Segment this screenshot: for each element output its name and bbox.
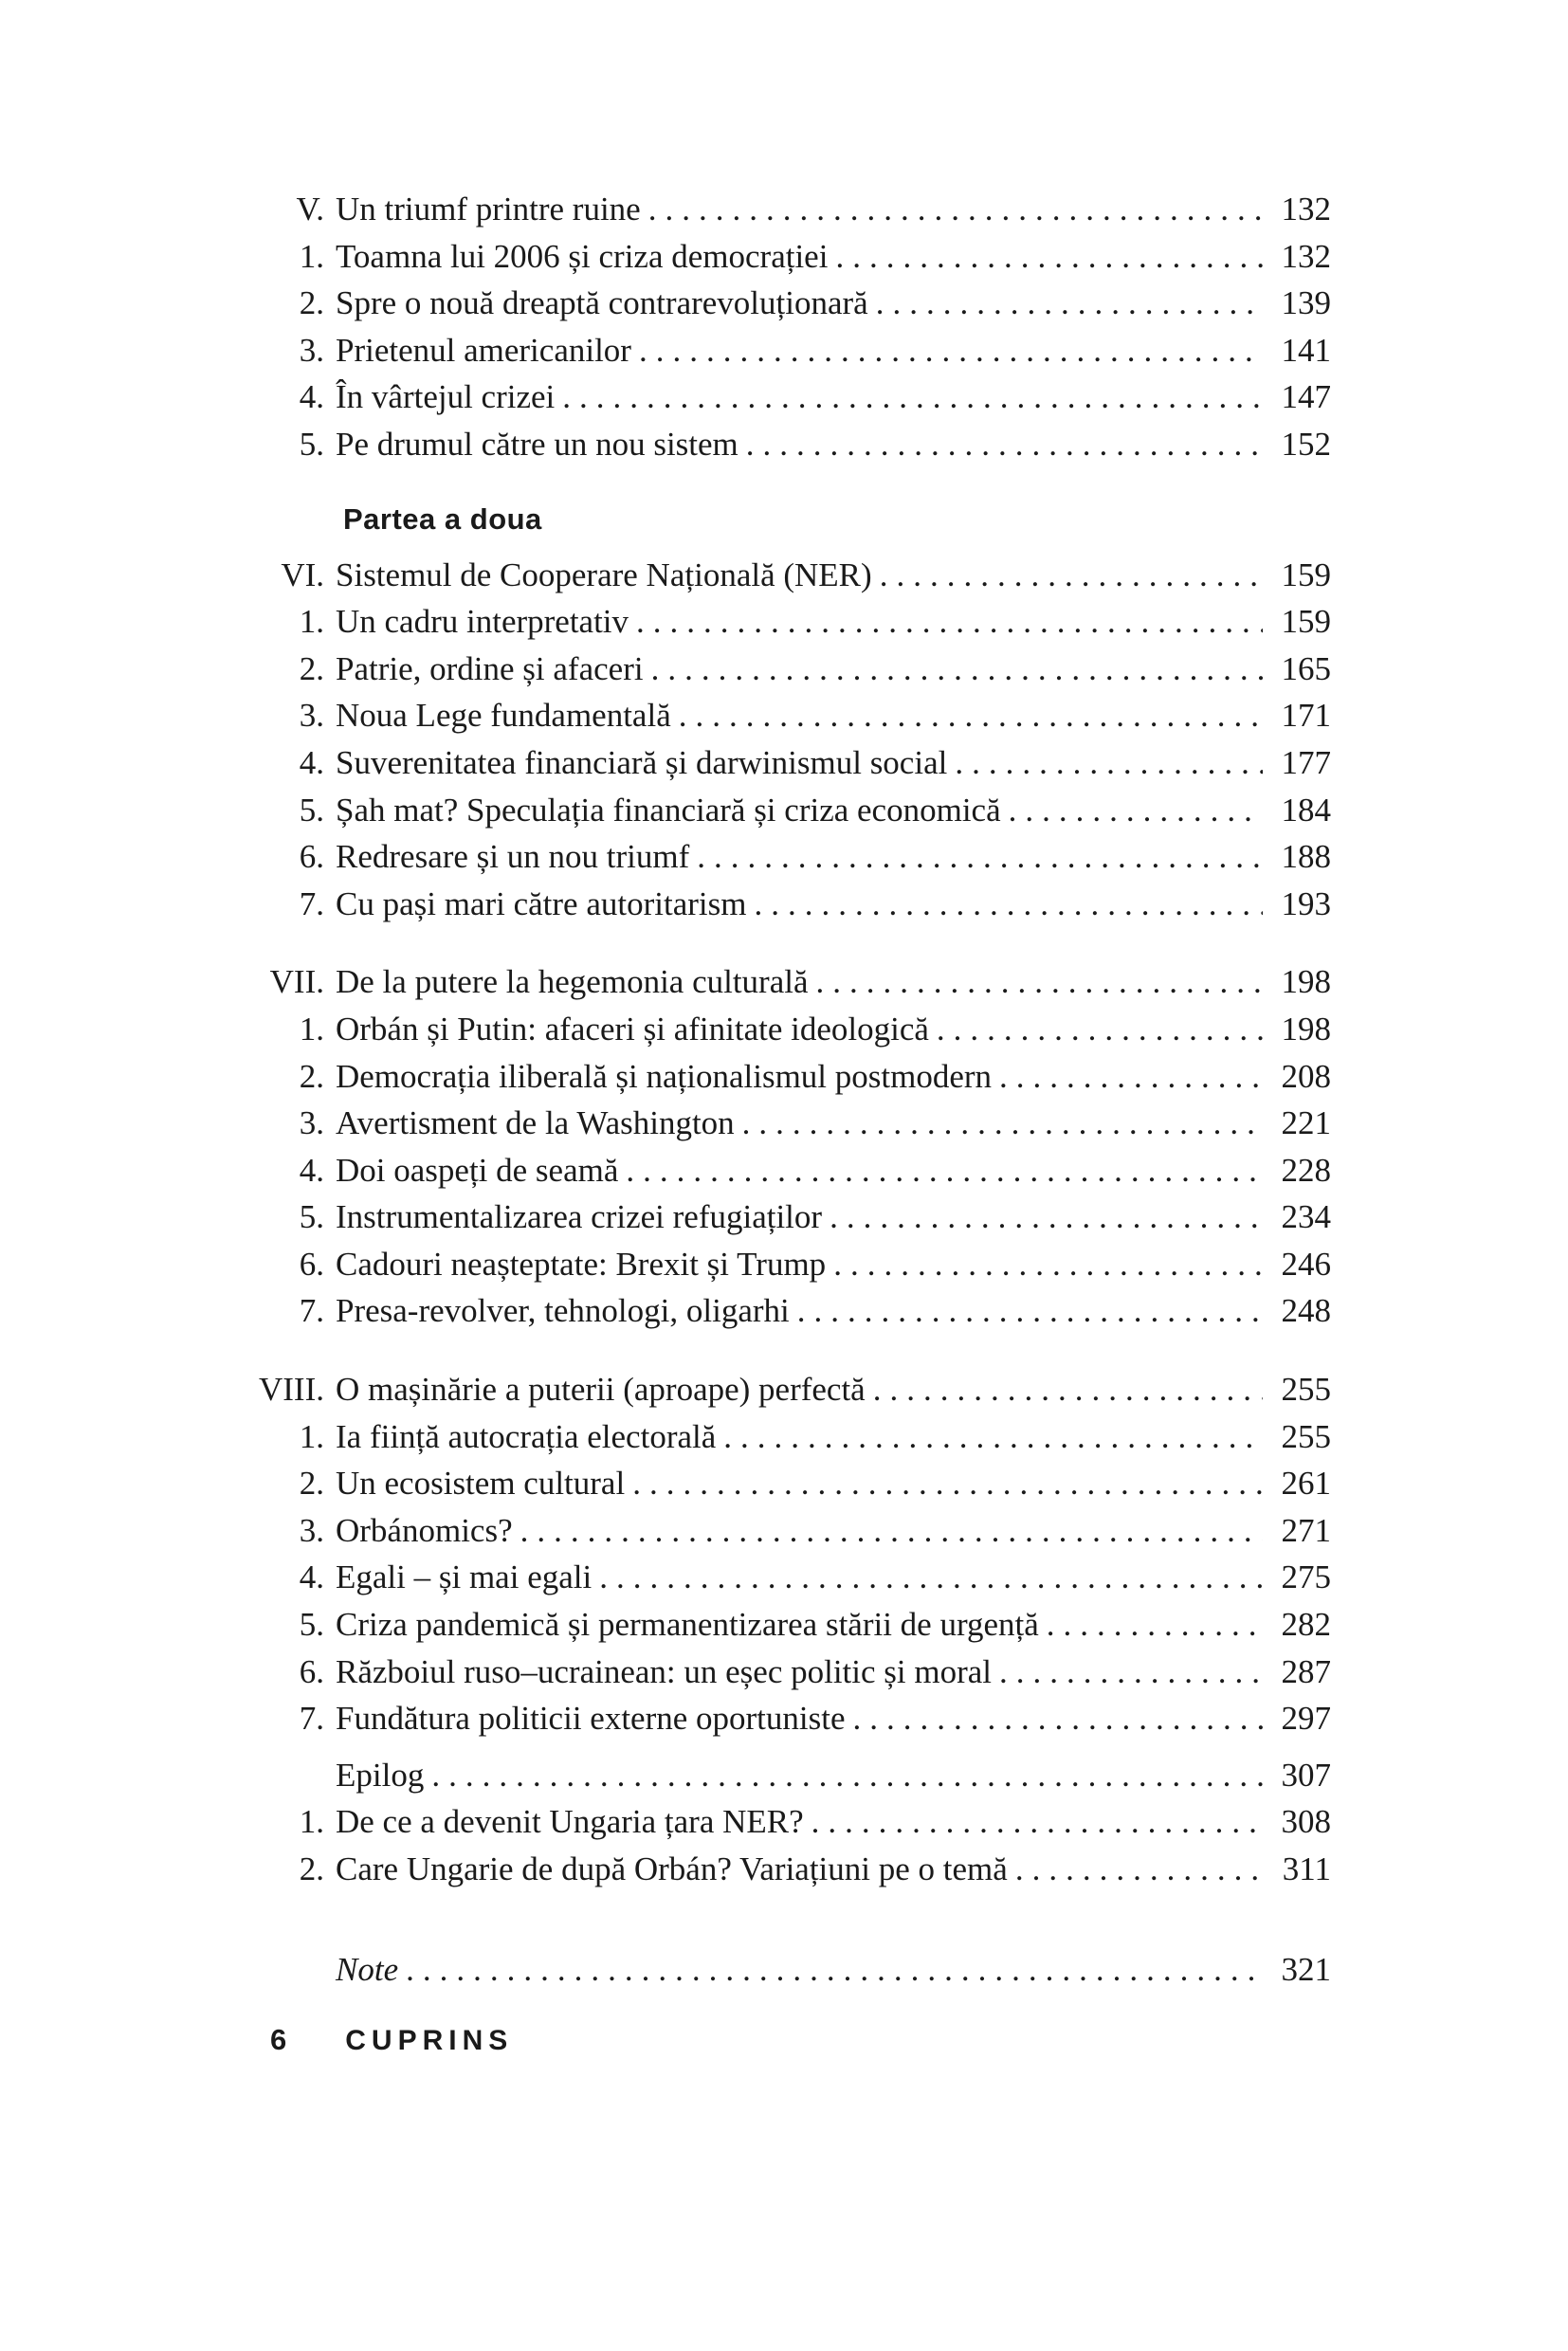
toc-entry-number: 3. [299,697,324,735]
toc-entry-number: 1. [299,1803,324,1841]
toc-entry-title: Un ecosistem cultural [336,1465,626,1503]
toc-entry-page: 248 [1281,1292,1331,1330]
toc-entry [218,421,1331,468]
toc-entry-page: 147 [1281,378,1331,416]
toc-entry-title: Instrumentalizarea crizei refugiaților [336,1198,823,1236]
toc-entry-page: 221 [1281,1104,1331,1142]
toc-group [218,1366,1331,1742]
toc-entry-number: 7. [299,1700,324,1738]
toc [218,186,1331,1993]
toc-entry-page: 188 [1281,838,1331,876]
toc-leader-dots [651,646,1263,693]
toc-entry-title: Orbán și Putin: afaceri și afinitate ideologică [336,1010,929,1048]
toc-entry-page: 152 [1281,425,1331,463]
toc-entry-page: 287 [1281,1652,1331,1690]
toc-entry-title: Noua Lege fundamentală [336,697,671,735]
toc-entry-number: 6. [299,1652,324,1690]
toc-leader-dots [873,1366,1263,1413]
toc-entry [218,1460,1331,1507]
toc-entry-number: V. [296,191,324,228]
toc-entry-number: 4. [299,378,324,416]
toc-leader-dots [746,421,1263,468]
toc-entry [218,598,1331,646]
toc-group [218,1946,1331,1994]
toc-entry [218,552,1331,599]
toc-group [218,958,1331,1335]
toc-entry-page: 184 [1281,791,1331,829]
toc-entry-page: 308 [1281,1803,1331,1841]
toc-entry-page: 297 [1281,1700,1331,1738]
toc-entry [218,1366,1331,1413]
toc-entry [218,833,1331,881]
toc-entry-number: 3. [299,1511,324,1549]
toc-entry [218,692,1331,739]
toc-entry [218,1053,1331,1101]
toc-entry-number: 2. [299,284,324,322]
toc-entry-title: Care Ungarie de după Orbán? Variațiuni pe o temă [336,1850,1008,1887]
toc-entry-number: VIII. [259,1371,324,1409]
toc-entry-title: Orbánomics? [336,1511,513,1549]
toc-entry-page: 282 [1281,1606,1331,1644]
toc-leader-dots [797,1287,1263,1335]
toc-leader-dots [955,739,1263,787]
toc-entry-title: Egali – și mai egali [336,1558,593,1596]
toc-entry-number: 2. [299,1850,324,1887]
toc-entry [218,186,1331,233]
toc-entry-number: 4. [299,1558,324,1596]
toc-entry [218,1147,1331,1194]
toc-entry-number: 4. [299,743,324,781]
toc-entry-number: 3. [299,331,324,369]
toc-entry-page: 208 [1281,1057,1331,1095]
toc-entry-number: VII. [269,963,324,1001]
toc-entry [218,1846,1331,1893]
toc-entry-title: Doi oaspeți de seamă [336,1151,619,1189]
toc-leader-dots [833,1241,1263,1288]
toc-leader-dots [999,1053,1263,1101]
toc-entry [218,1798,1331,1846]
toc-entry-number: VI. [281,556,324,593]
toc-entry-number: 3. [299,1104,324,1142]
toc-leader-dots [876,280,1263,327]
toc-leader-dots [1009,787,1263,834]
toc-leader-dots [816,958,1263,1006]
toc-entry [218,374,1331,421]
toc-leader-dots [697,833,1263,881]
toc-leader-dots [830,1194,1263,1241]
toc-entry-number: 7. [299,884,324,922]
toc-entry-page: 246 [1281,1245,1331,1283]
toc-entry [218,1946,1331,1994]
footer-running-title: CUPRINS [345,2025,514,2056]
toc-entry-title: Cu pași mari către autoritarism [336,884,747,922]
toc-entry [218,1241,1331,1288]
toc-entry-number: 2. [299,649,324,687]
toc-entry-number: 1. [299,1010,324,1048]
toc-entry-page: 141 [1281,331,1331,369]
toc-leader-dots [1015,1846,1263,1893]
toc-entry-title: Războiul ruso–ucrainean: un eșec politic și moral [336,1652,993,1690]
toc-entry-page: 307 [1281,1756,1331,1794]
toc-leader-dots [853,1695,1263,1742]
toc-entry [218,1006,1331,1053]
toc-entry-page: 165 [1281,649,1331,687]
toc-entry [218,1752,1331,1799]
toc-leader-dots [811,1798,1263,1846]
toc-leader-dots [835,233,1263,281]
toc-leader-dots [636,598,1263,646]
toc-entry-title: În vârtejul crizei [336,378,556,416]
toc-entry-page: 234 [1281,1198,1331,1236]
toc-entry-page: 255 [1281,1417,1331,1455]
toc-entry-title: Un cadru interpretativ [336,603,629,641]
toc-entry [218,1413,1331,1461]
toc-entry-title: De la putere la hegemonia culturală [336,963,809,1001]
toc-leader-dots [562,374,1263,421]
footer-page-number: 6 [270,2023,287,2056]
toc-entry-number: 7. [299,1292,324,1330]
toc-entry-title: Pe drumul către un nou sistem [336,425,738,463]
toc-entry-number: 6. [299,1245,324,1283]
toc-leader-dots [723,1413,1263,1461]
toc-entry-number: 5. [299,1198,324,1236]
toc-entry-title: Avertisment de la Washington [336,1104,735,1142]
toc-entry-page: 139 [1281,284,1331,322]
toc-entry-title: Ia ființă autocrația electorală [336,1417,717,1455]
toc-leader-dots [999,1649,1263,1696]
toc-entry-page: 321 [1281,1950,1331,1988]
toc-leader-dots [754,881,1263,928]
toc-entry-title: Note [336,1950,399,1988]
toc-entry [218,1554,1331,1601]
toc-entry [218,1601,1331,1649]
toc-entry-title: De ce a devenit Ungaria țara NER? [336,1803,804,1841]
toc-entry [218,1194,1331,1241]
toc-entry-page: 132 [1281,191,1331,228]
toc-entry [218,280,1331,327]
toc-group [218,552,1331,928]
toc-entry-number: 1. [299,237,324,275]
toc-entry-title: Criza pandemică și permanentizarea stării de urgență [336,1606,1039,1644]
toc-entry [218,1507,1331,1555]
toc-entry-number: 1. [299,1417,324,1455]
toc-entry-title: Suverenitatea financiară și darwinismul social [336,743,948,781]
toc-entry-number: 5. [299,791,324,829]
toc-leader-dots [937,1006,1263,1053]
toc-group [218,1752,1331,1893]
toc-leader-dots [1047,1601,1263,1649]
toc-entry [218,1100,1331,1147]
toc-leader-dots [639,327,1263,374]
toc-entry-page: 193 [1281,884,1331,922]
toc-leader-dots [632,1460,1263,1507]
toc-entry-page: 228 [1281,1151,1331,1189]
toc-entry-number: 1. [299,603,324,641]
toc-entry [218,1287,1331,1335]
toc-entry [218,327,1331,374]
toc-entry [218,646,1331,693]
toc-leader-dots [406,1946,1263,1994]
toc-entry-number: 5. [299,425,324,463]
toc-entry-page: 177 [1281,743,1331,781]
toc-entry-page: 255 [1281,1371,1331,1409]
toc-leader-dots [520,1507,1263,1555]
toc-entry-title: Sistemul de Cooperare Națională (NER) [336,556,872,593]
toc-entry-number: 2. [299,1057,324,1095]
toc-entry-title: Redresare și un nou triumf [336,838,690,876]
toc-entry-number: 4. [299,1151,324,1189]
toc-entry-title: Prietenul americanilor [336,331,631,369]
toc-entry-page: 311 [1282,1850,1331,1887]
toc-entry [218,958,1331,1006]
toc-leader-dots [648,186,1263,233]
toc-entry [218,1695,1331,1742]
toc-entry-title: O mașinărie a puterii (aproape) perfectă [336,1371,866,1409]
toc-leader-dots [431,1752,1263,1799]
toc-entry-title: Cadouri neașteptate: Brexit și Trump [336,1245,827,1283]
toc-leader-dots [679,692,1263,739]
toc-entry-title: Presa-revolver, tehnologi, oligarhi [336,1292,790,1330]
toc-entry-page: 159 [1281,556,1331,593]
toc-entry-page: 159 [1281,603,1331,641]
toc-entry-number: 6. [299,838,324,876]
toc-entry-title: Spre o nouă dreaptă contrarevoluționară [336,284,868,322]
toc-entry [218,881,1331,928]
part-heading: Partea a doua [343,501,542,536]
toc-leader-dots [880,552,1263,599]
toc-entry [218,739,1331,787]
toc-entry-number: 5. [299,1606,324,1644]
toc-entry-title: Democrația iliberală și naționalismul postmodern [336,1057,993,1095]
toc-entry-title: Toamna lui 2006 și criza democrației [336,237,829,275]
toc-leader-dots [742,1100,1263,1147]
toc-entry-title: Patrie, ordine și afaceri [336,649,644,687]
toc-entry-page: 275 [1281,1558,1331,1596]
toc-leader-dots [599,1554,1263,1601]
toc-entry-title: Fundătura politicii externe oportuniste [336,1700,846,1738]
toc-entry-number: 2. [299,1465,324,1503]
toc-entry-title: Epilog [336,1756,425,1794]
toc-entry-page: 171 [1281,697,1331,735]
toc-entry-page: 198 [1281,963,1331,1001]
toc-entry-page: 261 [1281,1465,1331,1503]
toc-entry-page: 198 [1281,1010,1331,1048]
toc-entry-title: Un triumf printre ruine [336,191,641,228]
toc-entry-page: 132 [1281,237,1331,275]
toc-leader-dots [626,1147,1263,1194]
toc-entry [218,1649,1331,1696]
toc-entry-title: Șah mat? Speculația financiară și criza economică [336,791,1001,829]
toc-entry-page: 271 [1281,1511,1331,1549]
toc-group [218,186,1331,468]
toc-entry [218,787,1331,834]
toc-entry [218,233,1331,281]
page-footer [270,2023,513,2057]
